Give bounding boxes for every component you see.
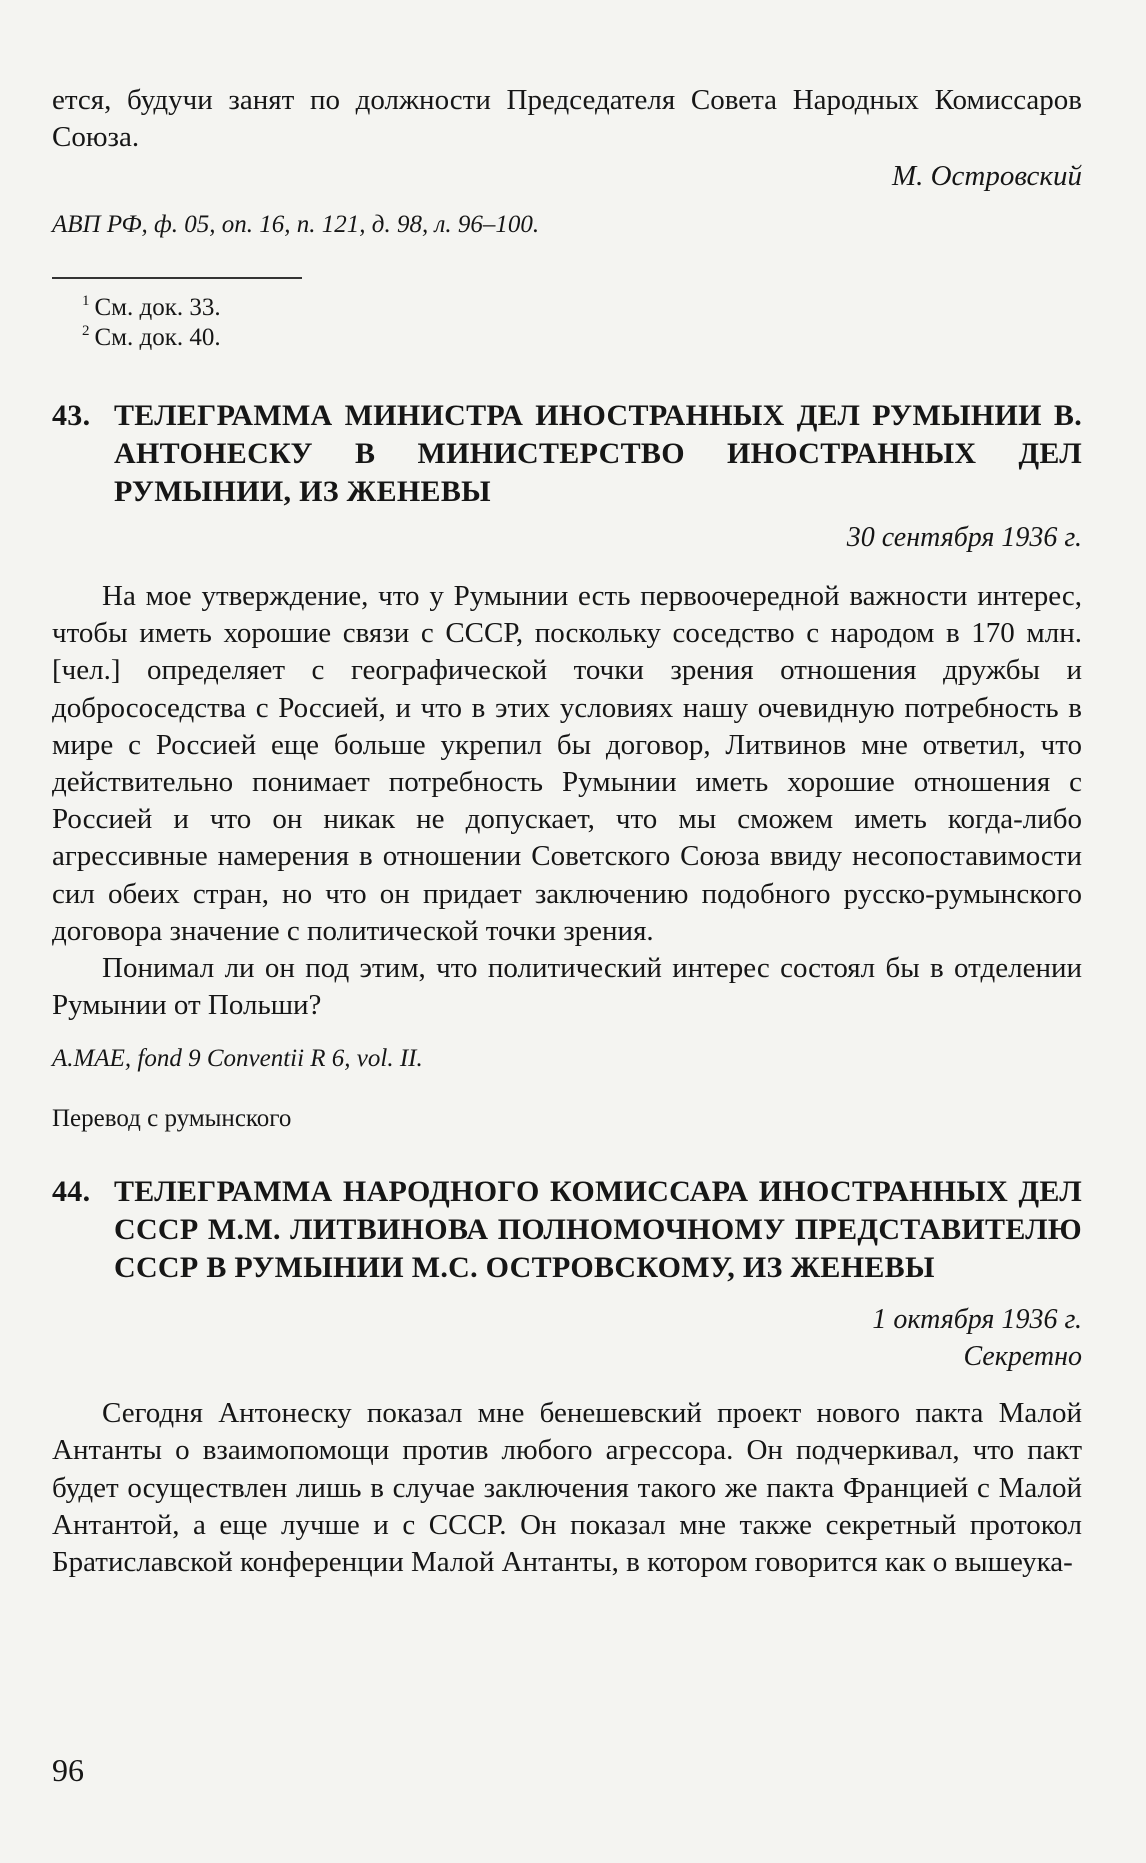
page-number: 96 [52, 1752, 84, 1788]
footnote-2: $^2$ См. док. 40. [82, 323, 221, 351]
doc44-title: ТЕЛЕГРАММА НАРОДНОГО КОМИССАРА ИНОСТРАННЫХ ДЕЛ СССР М.М. ЛИТВИНОВА ПОЛНОМОЧНОМУ ПРЕДСТАВИТЕЛЮ СССР В РУМЫНИИ М.С. ОСТРОВСКОМУ, ИЗ ЖЕНЕВЫ [114, 1174, 1082, 1284]
footnote-1: $^1$ См. док. 33. [82, 293, 221, 321]
doc43-heading [52, 397, 1082, 511]
archive-reference: АВП РФ, ф. 05, оп. 16, п. 121, д. 98, л. 96–100. [52, 210, 540, 238]
signature: М. Островский [891, 160, 1082, 193]
doc44-date: 1 октября 1936 г. [872, 1303, 1082, 1335]
doc43-title: ТЕЛЕГРАММА МИНИСТРА ИНОСТРАННЫХ ДЕЛ РУМЫНИИ В. АНТОНЕСКУ В МИНИСТЕРСТВО ИНОСТРАННЫХ ДЕЛ РУМЫНИИ, ИЗ ЖЕНЕВЫ [114, 398, 1082, 508]
doc43-number: 43. [52, 398, 91, 432]
doc44-paragraph-1: Сегодня Антонеску показал мне бенешевский проект нового пакта Малой Антанты о взаимопомощи против любого агрессора. Он подчеркивал, что пакт будет осуществлен лишь в случае заключения такого же пакта Францией с Малой Антантой, а еще лучше и с СССР. Он показал мне также секретный протокол Братиславской конференции Малой Антанты, в котором говорится как о вышеука- [52, 1397, 1082, 1579]
doc43-paragraph-1: На мое утверждение, что у Румынии есть первоочередной важности интерес, чтобы иметь хорошие связи с СССР, поскольку соседство с народом в 170 млн. [чел.] определяет с географической точки зрения отношения дружбы и добрососедства с Россией, и что в этих условиях нашу очевидную потребность в мире с Россией еще больше укрепил бы договор, Литвинов мне ответил, что действительно понимает потребность Румынии иметь хорошие отношения с Россией и что он никак не допускает, что мы сможем иметь когда-либо агрессивные намерения в отношении Советского Союза ввиду несопоставимости сил обеих стран, но что он придает заключению подобного русско-румынского договора значение с политической точки зрения. [52, 580, 1082, 947]
doc43-date: 30 сентября 1936 г. [846, 521, 1082, 553]
footnote-rule [52, 277, 302, 279]
translation-note: Перевод с румынского [52, 1104, 292, 1132]
doc44-heading [52, 1173, 1082, 1287]
doc43-archive: A.MAE, fond 9 Conventii R 6, vol. II. [52, 1045, 423, 1073]
doc44-classification: Секретно [963, 1341, 1082, 1373]
document-page [52, 82, 1082, 1581]
doc43-paragraph-2: Понимал ли он под этим, что политический интерес состоял бы в отделении Румынии от Польши? [52, 952, 1082, 1022]
continuation-text: ется, будучи занят по должности Председателя Совета Народных Комиссаров Союза. [52, 84, 1082, 154]
doc44-number: 44. [52, 1174, 91, 1208]
